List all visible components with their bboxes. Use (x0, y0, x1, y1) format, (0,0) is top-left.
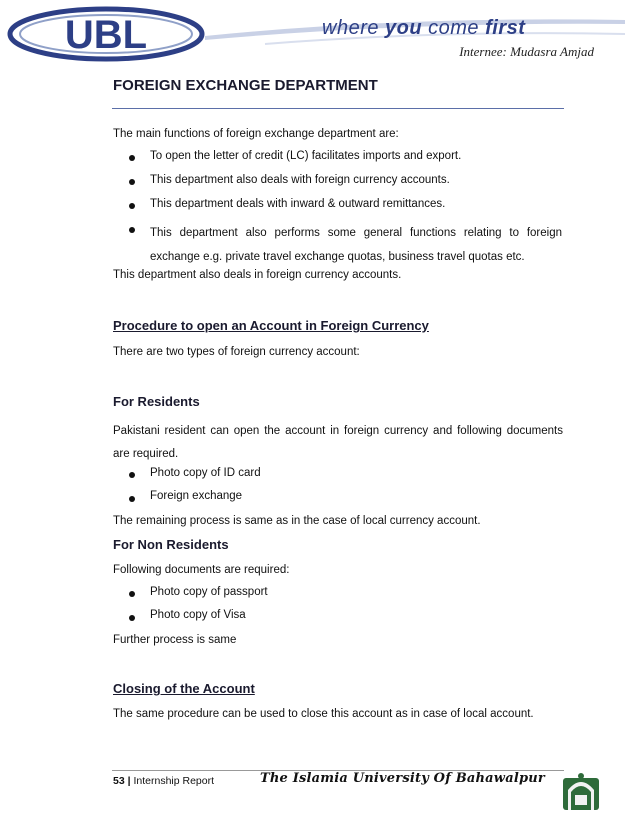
page-number: 53 (113, 775, 125, 787)
non-residents-after: Further process is same (113, 634, 237, 646)
non-residents-doc-item: Photo copy of passport (150, 586, 268, 598)
procedure-text: There are two types of foreign currency account: (113, 346, 360, 358)
page-header (0, 0, 638, 70)
university-emblem-icon (560, 770, 602, 812)
function-item: This department also deals with foreign currency accounts. (150, 174, 450, 186)
intro-text: The main functions of foreign exchange department are: (113, 128, 399, 140)
function-item: This department also performs some general functions relating to foreign exchange e.g. private travel exchange quotas, business travel quotas etc. (150, 227, 562, 263)
residents-heading: For Residents (113, 394, 200, 409)
residents-after: The remaining process is same as in the case of local currency account. (113, 515, 481, 527)
function-item: To open the letter of credit (LC) facilitates imports and export. (150, 150, 462, 162)
bullet-icon (129, 179, 135, 185)
bullet-icon (129, 472, 135, 478)
title-divider (112, 108, 564, 109)
closing-heading: Closing of the Account (113, 681, 255, 696)
bullet-icon (129, 227, 135, 233)
bullet-icon (129, 155, 135, 161)
non-residents-doc-item: Photo copy of Visa (150, 609, 246, 621)
residents-doc-item: Photo copy of ID card (150, 467, 261, 479)
dept-note: This department also deals in foreign currency accounts. (113, 269, 402, 281)
header-tagline: where you come first (322, 17, 526, 39)
ubl-logo (6, 4, 208, 62)
internee-name: Internee: Mudasra Amjad (459, 44, 594, 59)
university-name: The Islamia University Of Bahawalpur (260, 771, 545, 786)
closing-text: The same procedure can be used to close this account as in case of local account. (113, 708, 534, 720)
page-title: FOREIGN EXCHANGE DEPARTMENT (113, 77, 378, 94)
report-label: Internship Report (133, 775, 215, 787)
function-item: This department deals with inward & outward remittances. (150, 198, 446, 210)
non-residents-text: Following documents are required: (113, 564, 290, 576)
bullet-icon (129, 203, 135, 209)
bullet-icon (129, 615, 135, 621)
non-residents-heading: For Non Residents (113, 537, 229, 552)
residents-doc-item: Foreign exchange (150, 490, 243, 502)
bullet-icon (129, 496, 135, 502)
bullet-icon (129, 591, 135, 597)
residents-text: Pakistani resident can open the account in foreign currency and following documents are required. (113, 425, 563, 460)
footer-page-label: 53 | Internship Report (113, 775, 215, 787)
ubl-logo-text: UBL (64, 13, 148, 57)
procedure-heading: Procedure to open an Account in Foreign Currency (113, 318, 429, 333)
